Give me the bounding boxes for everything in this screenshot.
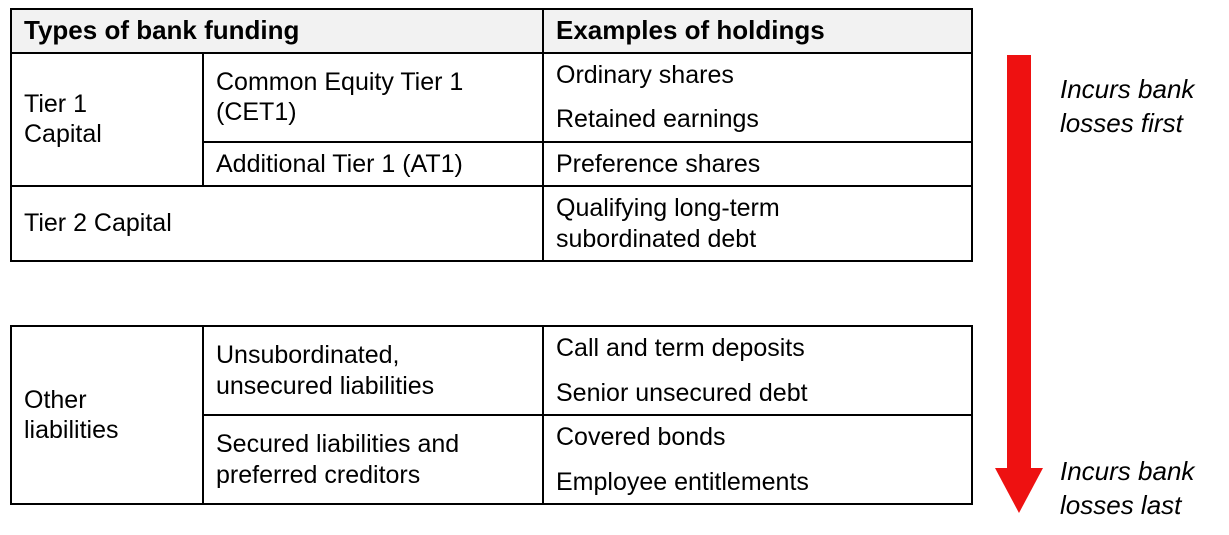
at1-holdings: Preference shares [543,142,972,187]
capital-table [10,8,973,262]
secured-liabilities-label [203,415,543,504]
secured-liabilities-holdings [543,415,972,504]
cet1-label-line2: (CET1) [216,98,297,127]
loss-absorption-arrow-icon [995,55,1043,515]
cet1-label [203,53,543,142]
other-liabilities-table [10,325,973,505]
tier-2-holdings [543,186,972,261]
table-header-row [11,9,972,53]
cet1-holdings [543,53,972,142]
secured-liabilities-label-line1: Secured liabilities and [216,430,460,458]
cet1-label-line1: Common Equity Tier 1 [216,67,464,96]
annotation-line1: Incurs bank [1060,74,1195,104]
tier-2-capital-label: Tier 2 Capital [11,186,543,261]
annotation-line2: losses first [1060,107,1183,138]
table-row [11,53,972,142]
annotation-line2: losses last [1060,489,1182,520]
unsubordinated-unsecured-label-line2: unsecured liabilities [216,371,435,400]
at1-label: Additional Tier 1 (AT1) [203,142,543,187]
unsubordinated-unsecured-holdings [543,326,972,415]
annotation-incurs-losses-first [1060,73,1194,141]
holding-item-line1: Qualifying long-term [556,194,780,223]
tier-1-capital-label-line2: Capital [24,120,102,149]
tier-1-capital-label [11,53,203,187]
holding-item: Covered bonds [556,423,726,451]
other-liabilities-label-line2: liabilities [24,416,119,444]
secured-liabilities-label-line2: preferred creditors [216,460,421,489]
arrow-shaft [1007,55,1031,470]
column-header-holdings-examples: Examples of holdings [543,9,972,53]
holding-item: Employee entitlements [556,467,809,496]
holding-item: Senior unsecured debt [556,378,808,407]
arrow-head [995,468,1043,513]
other-liabilities-label-line1: Other [24,385,87,414]
holding-item-line2: subordinated debt [556,224,757,253]
other-liabilities-label [11,326,203,504]
annotation-incurs-losses-last [1060,455,1194,523]
column-header-funding-types: Types of bank funding [11,9,543,53]
tier-1-capital-label-line1: Tier 1 [24,89,87,118]
unsubordinated-unsecured-label-line1: Unsubordinated, [216,341,400,369]
table-row [11,186,972,261]
annotation-line1: Incurs bank [1060,456,1195,486]
holding-item: Call and term deposits [556,334,805,362]
table-row [11,326,972,415]
holding-item: Retained earnings [556,105,759,134]
unsubordinated-unsecured-label [203,326,543,415]
holding-item: Ordinary shares [556,60,734,89]
